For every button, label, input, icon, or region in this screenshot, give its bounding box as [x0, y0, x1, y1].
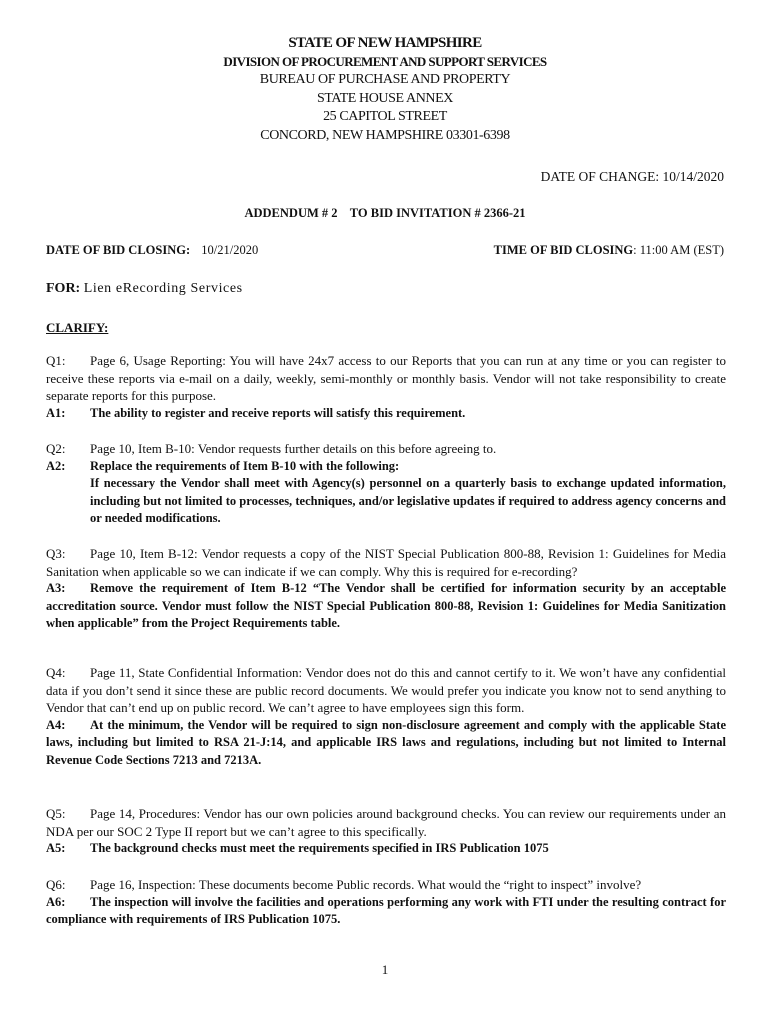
q-text: Page 10, Item B-12: Vendor requests a copy of the NIST Special Publication 800-88, Revision 1: Guidelines for Media Sanitation when applicable so we can indicate if we can comply. Why this is required for e-recording? [46, 546, 726, 579]
qa-block-3 [46, 545, 726, 633]
time-closing-label: TIME OF BID CLOSING [493, 243, 634, 257]
answer-6 [46, 894, 726, 929]
question-2 [46, 440, 726, 458]
qa-block-5 [46, 805, 726, 858]
answer-1 [46, 405, 726, 423]
question-4 [46, 664, 726, 717]
a-label: A2: [46, 458, 66, 473]
date-of-change: DATE OF CHANGE: 10/14/2020 [540, 169, 724, 184]
clarify-heading: CLARIFY: [46, 320, 109, 335]
answer-4 [46, 717, 726, 770]
time-closing-value: : 11:00 AM (EST) [633, 243, 724, 257]
for-line [46, 281, 243, 297]
question-5 [46, 805, 726, 840]
question-1 [46, 352, 726, 405]
qa-block-2 [46, 440, 726, 528]
qa-block-1 [46, 352, 726, 422]
q-label: Q1: [46, 353, 66, 368]
page-number: 1 [381, 962, 389, 977]
a-text: The background checks must meet the requirements specified in IRS Publication 1075 [90, 841, 549, 856]
answer-3 [46, 580, 726, 633]
q-label: Q4: [46, 665, 66, 680]
q-label: Q6: [46, 877, 66, 892]
q-text: Page 10, Item B-10: Vendor requests further details on this before agreeing to. [90, 441, 497, 456]
annex-line: STATE HOUSE ANNEX [317, 90, 453, 106]
state-title: STATE OF NEW HAMPSHIRE [288, 35, 482, 51]
qa-block-4 [46, 664, 726, 770]
for-label: FOR: [46, 281, 81, 296]
a-text: The inspection will involve the facilities and operations performing any work with FTI under the resulting contract for compliance with requirements of IRS Publication 1075. [46, 894, 726, 927]
street-line: 25 CAPITOL STREET [323, 109, 447, 124]
a-label: A3: [46, 581, 66, 596]
q-label: Q5: [46, 806, 66, 821]
q-text: Page 11, State Confidential Information: Vendor does not do this and cannot certify to it. We won’t have any confidential data if you don’t send it since these are public record documents. We would prefer you indicate you know not to send anything to Vendor that can’t end up on public record. We can’t agree to have employees sign this form. [46, 665, 726, 716]
bid-closing-value: 10/21/2020 [201, 243, 259, 257]
letterhead [0, 34, 770, 145]
a-text: Remove the requirement of Item B-12 “The Vendor shall be certified for information security by an acceptable accreditation source. Vendor must follow the NIST Special Publication 800-88, Revision 1: Guidelines for Media Sanitization when applicable” from the Project Requirements table. [46, 581, 726, 631]
a-text: At the minimum, the Vendor will be required to sign non-disclosure agreement and comply with the applicable State laws, including but limited to RSA 21-J:14, and applicable IRS laws and regulations, including but not limited to Internal Revenue Code Sections 7213 and 7213A. [46, 717, 726, 767]
q-label: Q3: [46, 546, 66, 561]
question-3 [46, 545, 726, 580]
a-text: Replace the requirements of Item B-10 with the following: [90, 458, 400, 473]
addendum-title: ADDENDUM # 2 TO BID INVITATION # 2366-21 [244, 206, 526, 220]
qa-block-6 [46, 876, 726, 929]
a-text: The ability to register and receive reports will satisfy this requirement. [90, 405, 466, 420]
bid-closing-date [46, 243, 258, 258]
bid-closing-label: DATE OF BID CLOSING: [46, 243, 191, 257]
answer-2-detail: If necessary the Vendor shall meet with Agency(s) personnel on a quarterly basis to exchange updated information, including but not limited to processes, techniques, and/or legislative updates if required to address agency concerns and or needed modifications. [90, 476, 726, 526]
bureau-title: BUREAU OF PURCHASE AND PROPERTY [259, 72, 511, 87]
a-label: A6: [46, 894, 66, 909]
q-text: Page 16, Inspection: These documents become Public records. What would the “right to inspect” involve? [90, 877, 642, 892]
question-6 [46, 876, 726, 894]
a-label: A1: [46, 405, 66, 420]
q-text: Page 14, Procedures: Vendor has our own policies around background checks. You can review our requirements under an NDA per our SOC 2 Type II report but we can’t agree to this specifically. [46, 806, 726, 839]
a-label: A4: [46, 717, 66, 732]
bid-closing-time [494, 243, 724, 258]
a-label: A5: [46, 841, 66, 856]
q-text: Page 6, Usage Reporting: You will have 24x7 access to our Reports that you can run at any time or you can register to receive these reports via e-mail on a daily, weekly, semi-monthly or monthly basis. Vendor will not take responsibility to create separate reports for this purpose. [46, 353, 726, 404]
q-label: Q2: [46, 441, 66, 456]
answer-2 [46, 458, 726, 476]
division-title: DIVISION OF PROCUREMENT AND SUPPORT SERVICES [223, 53, 547, 69]
city-line: CONCORD, NEW HAMPSHIRE 03301-6398 [260, 127, 510, 143]
for-value: Lien eRecording Services [83, 281, 243, 296]
answer-5 [46, 840, 726, 858]
